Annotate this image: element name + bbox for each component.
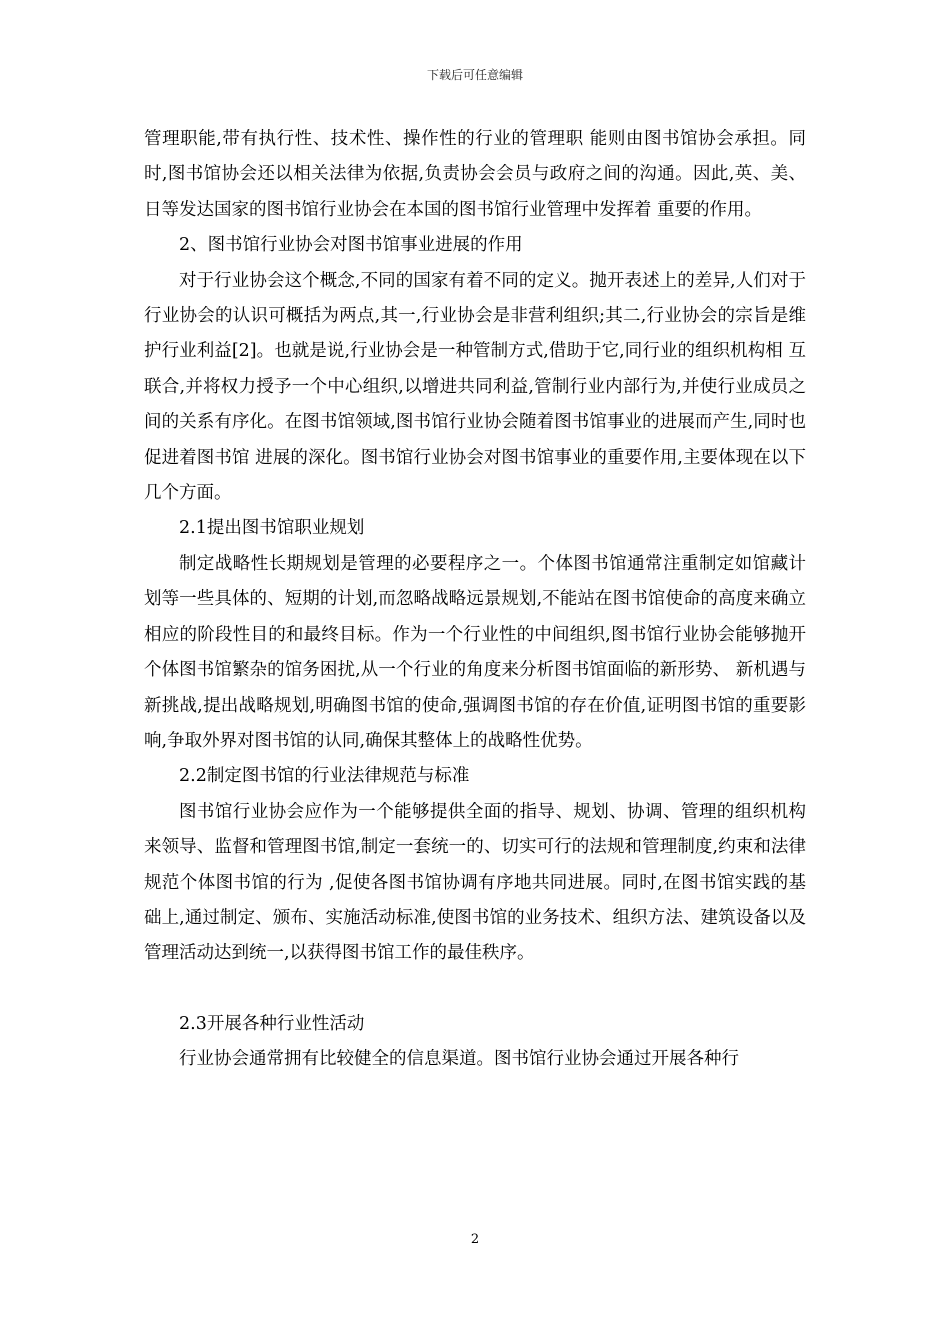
document-body — [144, 122, 806, 1078]
page-number: 2 — [470, 1232, 480, 1247]
section-heading-2: 2、图书馆行业协会对图书馆事业进展的作用 — [179, 235, 523, 256]
paragraph-definition: 对于行业协会这个概念,不同的国家有着不同的定义。抛开表述上的差异,人们对于行业协会的认识可概括为两点,其一,行业协会是非营利组织;其二,行业协会的宗旨是维护行业利益[2]。也就是说,行业协会是一种管制方式,借助于它,同行业的组织机构相 互联合,并将权力授予一个中心组织,以增进共同利益,管制行业内部行为,并使行业成员之间的关系有序化。在图书馆领域,图书馆行业协会随着图书馆事业的进展而产生,同时也促进着图书馆 进展的深化。图书馆行业协会对图书馆事业的重要作用,主要体现在以下几个方面。 — [144, 270, 806, 504]
subsection-heading-2-2: 2.2制定图书馆的行业法律规范与标准 — [179, 766, 470, 787]
blank-line — [144, 972, 806, 1007]
paragraph-intro: 管理职能,带有执行性、技术性、操作性的行业的管理职 能则由图书馆协会承担。同时,图书馆协会还以相关法律为依据,负责协会会员与政府之间的沟通。因此,英、美、日等发达国家的图书馆行业协会在本国的图书馆行业管理中发挥着 重要的作用。 — [144, 129, 806, 220]
paragraph-planning: 制定战略性长期规划是管理的必要程序之一。个体图书馆通常注重制定如馆藏计划等一些具体的、短期的计划,而忽略战略远景规划,不能站在图书馆使命的高度来确立相应的阶段性目的和最终目标。作为一个行业性的中间组织,图书馆行业协会能够抛开个体图书馆繁杂的馆务困扰,从一个行业的角度来分析图书馆面临的新形势、 新机遇与新挑战,提出战略规划,明确图书馆的使命,强调图书馆的存在价值,证明图书馆的重要影响,争取外界对图书馆的认同,确保其整体上的战略性优势。 — [144, 553, 806, 751]
subsection-heading-2-3: 2.3开展各种行业性活动 — [179, 1013, 365, 1034]
page-header: 下载后可任意编辑 — [426, 68, 523, 82]
paragraph-standards: 图书馆行业协会应作为一个能够提供全面的指导、规划、协调、管理的组织机构来领导、监督和管理图书馆,制定一套统一的、切实可行的法规和管理制度,约束和法律规范个体图书馆的行为 ,促使各图书馆协调有序地共同进展。同时,在图书馆实践的基础上,通过制定、颁布、实施活动标准,使图书馆的业务技术、组织方法、建筑设备以及管理活动达到统一,以获得图书馆工作的最佳秩序。 — [144, 801, 806, 964]
subsection-heading-2-1: 2.1提出图书馆职业规划 — [179, 518, 365, 539]
paragraph-activities: 行业协会通常拥有比较健全的信息渠道。图书馆行业协会通过开展各种行 — [179, 1049, 739, 1070]
